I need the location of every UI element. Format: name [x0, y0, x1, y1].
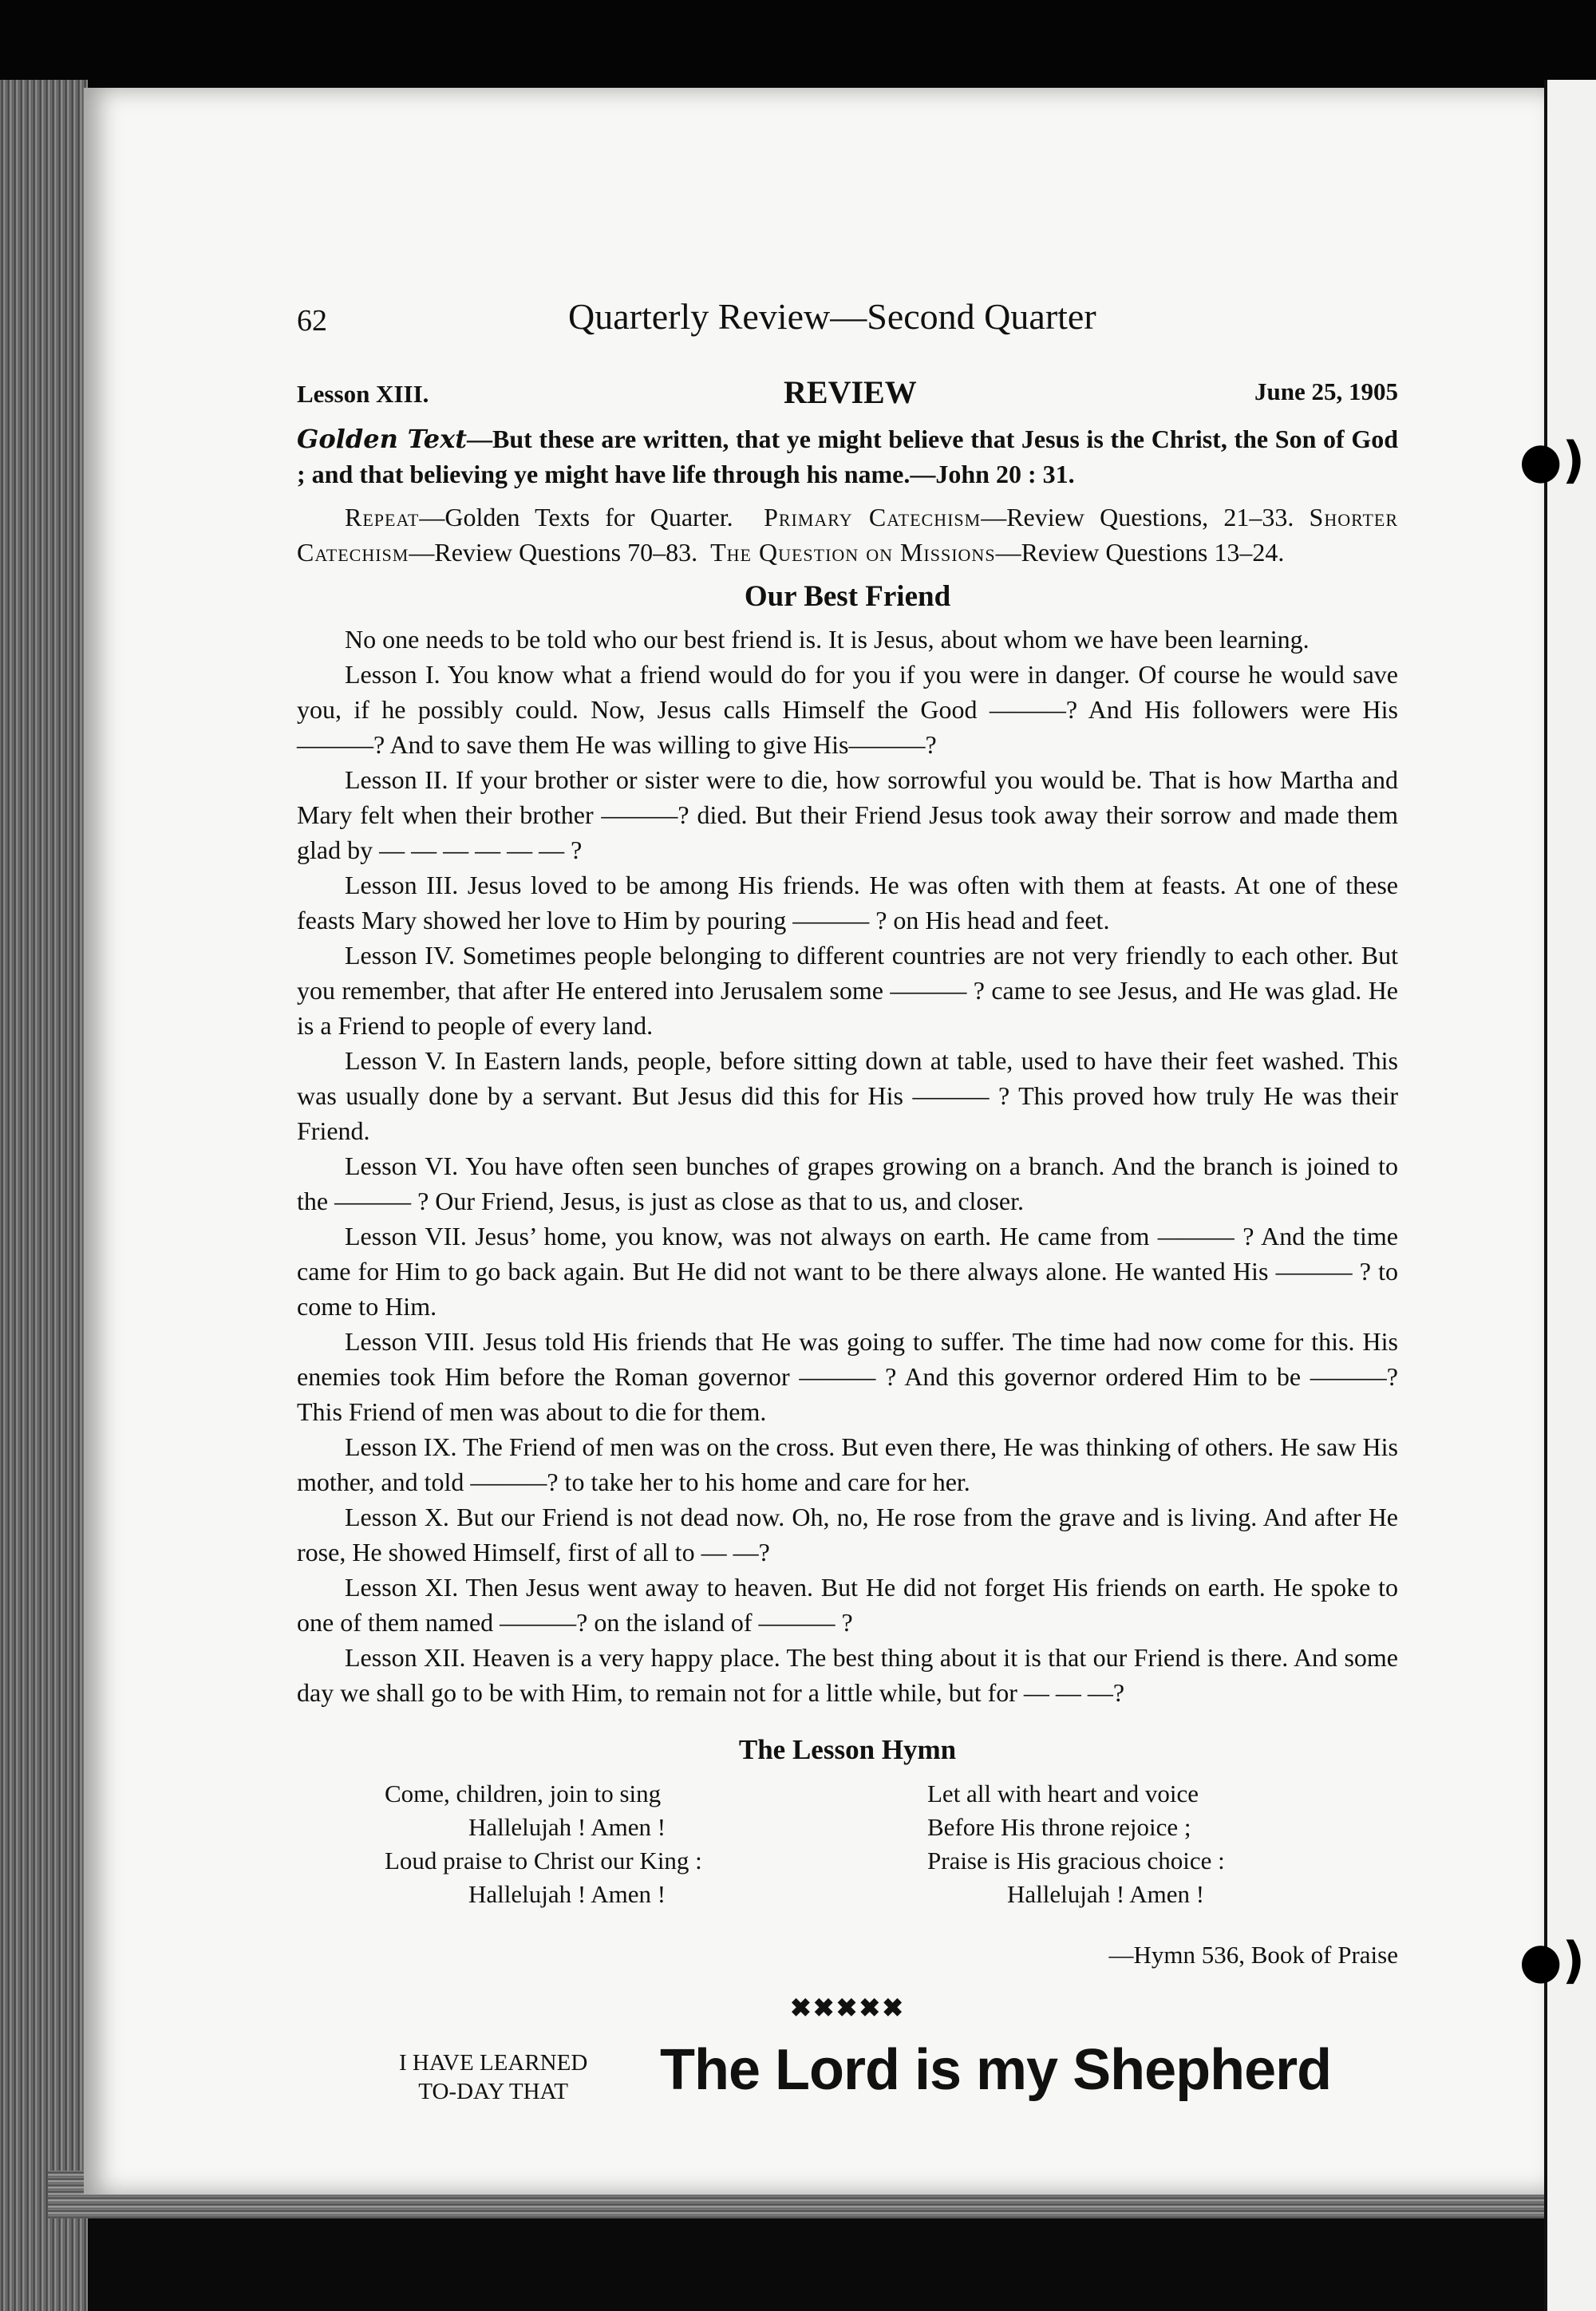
page-tab-mark-icon: ●) [1519, 431, 1585, 489]
repeat-label: Repeat [345, 503, 420, 531]
hymn-line: Hallelujah ! Amen ! [468, 1880, 666, 1908]
learned-prefix [399, 2048, 587, 2106]
hymn-line: Loud praise to Christ our King : [385, 1847, 702, 1874]
page-text [297, 287, 1398, 2125]
learned-statement: The Lord is my Shepherd [660, 2038, 1332, 2102]
paragraph: Lesson IV. Sometimes people belonging to different countries are not very friendly to each other. But you remember, that after He entered into Jerusalem some ——— ? came to see Jesus, and He was glad. He is a Friend to people of every land. [297, 941, 1398, 1040]
paragraph: Lesson VIII. Jesus told His friends that He was going to suffer. The time had now come for this. His enemies took Him before the Roman governor ——— ? And this governor ordered Him to be ———? This Friend of men was about to die for them. [297, 1327, 1398, 1426]
book-page-edges [0, 80, 88, 2311]
shorter-catechism-text: —Review Questions 70–83. [409, 538, 698, 567]
paragraph: Lesson II. If your brother or sister were to die, how sorrowful you would be. That is how Martha and Mary felt when their brother ———? died. But their Friend Jesus took away their sorrow and made them glad by — — — — — — ? [297, 765, 1398, 864]
paragraph: Lesson IX. The Friend of men was on the cross. But even there, He was thinking of others. He saw His mother, and told ———? to take her to his home and care for her. [297, 1432, 1398, 1496]
lesson-date: June 25, 1905 [1254, 377, 1398, 405]
lesson-number: Lesson XIII. [297, 380, 429, 408]
golden-text [297, 421, 1398, 492]
learned-line-2: TO-DAY THAT [418, 2079, 568, 2104]
primary-catechism-text: —Review Questions, 21–33. [981, 503, 1294, 531]
golden-text-body: —But these are written, that ye might believe that Jesus is the Christ, the Son of God ; and that believing ye might have life through his name.—John 20 : 31. [297, 425, 1399, 488]
lesson-title: REVIEW [784, 374, 917, 410]
hymn-line: Praise is His gracious choice : [927, 1847, 1225, 1874]
paragraph: Lesson XII. Heaven is a very happy place. The best thing about it is that our Friend is there. And some day we shall go to be with Him, to remain not for a little while, but for — — —? [297, 1643, 1398, 1707]
scan-top-band [0, 0, 1596, 96]
ornament-divider: ✖✖✖✖✖ [789, 1993, 906, 2022]
running-head [297, 287, 1398, 343]
paragraph: Lesson X. But our Friend is not dead now. Oh, no, He rose from the grave and is living. And after He rose, He showed Himself, first of all to — —? [297, 1503, 1398, 1566]
hymn-line: Hallelujah ! Amen ! [1007, 1880, 1205, 1908]
hymn-line: Hallelujah ! Amen ! [468, 1813, 666, 1841]
repeat-paragraph [297, 500, 1398, 570]
page-number: 62 [297, 304, 327, 338]
running-title: Quarterly Review—Second Quarter [568, 296, 1096, 337]
section-title: Our Best Friend [744, 580, 951, 613]
page-tab-mark-icon: ●) [1519, 1931, 1585, 1989]
paragraph: No one needs to be told who our best friend is. It is Jesus, about whom we have been learning. [345, 625, 1310, 654]
missions-text: —Review Questions 13–24. [995, 538, 1285, 567]
learned-today [297, 2037, 1398, 2125]
learned-line-1: I HAVE LEARNED [399, 2050, 588, 2076]
facing-page-edge [1519, 80, 1596, 2311]
paragraph: Lesson VII. Jesus’ home, you know, was not always on earth. He came from ——— ? And the time came for Him to go back again. But He did not want to be there always alone. He wanted His ——— ? to come to Him. [297, 1222, 1398, 1321]
golden-text-label: Golden Text [297, 424, 467, 454]
primary-catechism-label: Primary Catechism [764, 503, 982, 531]
hymn-verse-right [927, 1777, 1225, 1911]
hymn-line: Let all with heart and voice [927, 1780, 1199, 1807]
hymn-line: Come, children, join to sing [385, 1780, 662, 1807]
paragraph: Lesson XI. Then Jesus went away to heaven. But He did not forget His friends on earth. He spoke to one of them named ———? on the island of ——— ? [297, 1573, 1398, 1637]
hymn-title: The Lesson Hymn [738, 1734, 957, 1765]
shorter-catechism-label: Shorter Catechism [297, 503, 1399, 567]
paragraph: Lesson I. You know what a friend would do for you if you were in danger. Of course he would save you, if he possibly could. Now, Jesus calls Himself the Good ———? And His followers were His ———? And to save them He was willing to give His———? [297, 660, 1398, 759]
lesson-heading [297, 373, 1398, 415]
hymn-line: Before His throne rejoice ; [927, 1813, 1191, 1841]
missions-label: The Question on Missions [710, 538, 996, 567]
paragraph: Lesson V. In Eastern lands, people, before sitting down at table, used to have their feet washed. This was usually done by a servant. But Jesus did this for His ——— ? This proved how truly He was their Friend. [297, 1046, 1398, 1145]
repeat-text: —Golden Texts for Quarter. [419, 503, 733, 531]
paragraph: Lesson III. Jesus loved to be among His friends. He was often with them at feasts. At one of these feasts Mary showed her love to Him by pouring ——— ? on His head and feet. [297, 871, 1398, 934]
paragraph: Lesson VI. You have often seen bunches of grapes growing on a branch. And the branch is joined to the ——— ? Our Friend, Jesus, is just as close as that to us, and closer. [297, 1152, 1398, 1215]
hymn-verses [297, 1777, 1398, 1969]
hymn-source: —Hymn 536, Book of Praise [1108, 1941, 1398, 1969]
hymn-verse-left [385, 1777, 702, 1911]
